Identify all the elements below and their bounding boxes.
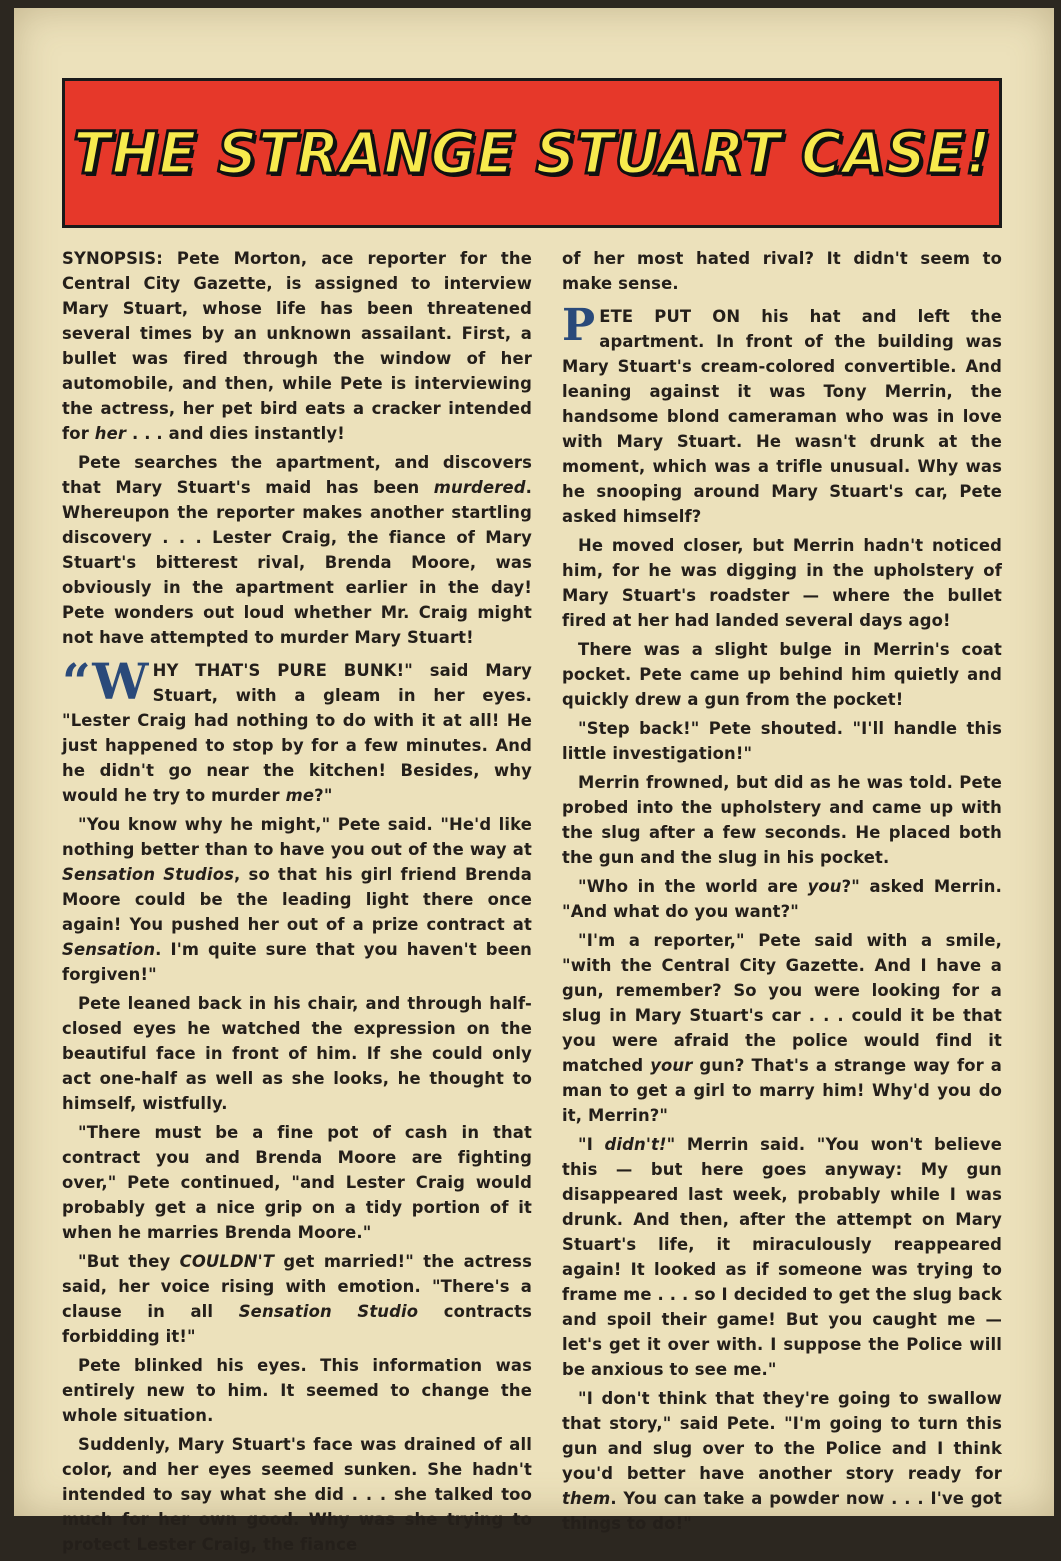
story-paragraph: "There must be a fine pot of cash in that contract you and Brenda Moore are fighting over," Pete continued, "and Lester Craig would probably get a nice grip on a tidy portion of it when he marries Brenda Moore." <box>62 1123 532 1242</box>
story-paragraph: Pete leaned back in his chair, and through half-closed eyes he watched the expression on the beautiful face in front of him. If she could only act one-half as well as she looks, he thought to himself, wistfully. <box>62 994 532 1113</box>
story-paragraph <box>562 928 1002 1128</box>
story-paragraph <box>62 1249 532 1349</box>
emphasis: me <box>285 786 315 805</box>
emphasis: COULDN'T <box>179 1252 275 1271</box>
emphasis: murdered <box>433 478 526 497</box>
story-paragraph: "Step back!" Pete shouted. "I'll handle this little investigation!" <box>562 719 1002 763</box>
emphasis: her <box>94 424 127 443</box>
synopsis-paragraph <box>62 450 532 650</box>
emphasis: Sensation Studios <box>62 865 235 884</box>
story-title: THE STRANGE STUART CASE! <box>72 119 992 187</box>
text-run: "But they <box>78 1252 180 1271</box>
text-run: get married!" the actress said, her voice rising with emotion. "There's a clause in all <box>62 1252 532 1321</box>
story-paragraph <box>62 652 532 808</box>
comic-text-page <box>14 8 1054 1554</box>
story-paragraph <box>562 1386 1002 1536</box>
emphasis: Sensation Studio <box>238 1302 419 1321</box>
emphasis: didn't! <box>604 1135 667 1154</box>
story-paragraph: He moved closer, but Merrin hadn't noticed him, for he was digging in the upholstery of Mary Stuart's roadster — where the bullet fired at her had landed several days ago! <box>562 536 1002 630</box>
story-paragraph <box>62 812 532 987</box>
text-run: ETE PUT ON his hat and left the apartment. In front of the building was Mary Stuart's cream-colored convertible. And leaning against it was Tony Merrin, the handsome blond cameraman who was in love with Mary Stuart. He wasn't drunk at the moment, which was a trifle unusual. Why was he snooping around Mary Stuart's car, Pete asked himself? <box>562 307 1002 526</box>
story-paragraph <box>562 874 1002 924</box>
emphasis: your <box>650 1056 693 1075</box>
text-run: Pete searches the apartment, and discovers that Mary Stuart's maid has been <box>62 453 532 497</box>
text-run: "Who in the world are <box>578 877 808 896</box>
title-banner <box>62 78 1002 228</box>
story-paragraph: There was a slight bulge in Merrin's coat pocket. Pete came up behind him quietly and quickly drew a gun from the pocket! <box>562 640 1002 709</box>
text-run: " Merrin said. "You won't believe this — but here goes anyway: My gun disappeared last week, probably while I was drunk. And then, after the attempt on Mary Stuart's life, it miraculously reappeared again! It looked as if someone was trying to frame me . . . so I decided to get the slug back and spoil their game! But you caught me — let's get it over with. I suppose the Police will be anxious to see me." <box>562 1135 1002 1379</box>
text-run: , so that his girl friend Brenda Moore could be the leading light there once again! You pushed her out of a prize contract at <box>62 865 532 934</box>
text-run: HY THAT'S PURE BUNK!" said Mary Stuart, with a gleam in her eyes. "Lester Craig had nothing to do with it at all! He just happened to stop by for a few minutes. And he didn't go near the kitchen! Besides, why would he try to murder <box>62 661 532 805</box>
text-run: gun? That's a strange way for a man to get a girl to marry him! Why'd you do it, Merrin?" <box>562 1056 1002 1125</box>
synopsis-paragraph <box>62 246 532 446</box>
story-paragraph: of her most hated rival? It didn't seem to make sense. <box>562 249 1002 293</box>
story-paragraph: Merrin frowned, but did as he was told. Pete probed into the upholstery and came up with the slug after a few seconds. He placed both the gun and the slug in his pocket. <box>562 773 1002 867</box>
text-run: ?" <box>314 786 333 805</box>
emphasis: them <box>562 1489 611 1508</box>
right-column <box>562 246 1002 1540</box>
emphasis: you <box>807 877 842 896</box>
story-paragraph: Pete blinked his eyes. This information was entirely new to him. It seemed to change the whole situation. <box>62 1356 532 1425</box>
text-run: . You can take a powder now . . . I've got things to do!" <box>562 1489 1002 1533</box>
story-paragraph <box>562 1132 1002 1382</box>
story-paragraph <box>562 300 1002 529</box>
text-run: "I <box>578 1135 605 1154</box>
text-run: "You know why he might," Pete said. "He'd like nothing better than to have you out of the way at <box>62 815 532 859</box>
story-paragraph: Suddenly, Mary Stuart's face was drained of all color, and her eyes seemed sunken. She hadn't intended to say what she did . . . she talked too much for her own good. Why was she trying to protect Lester Craig, the fiance <box>62 1435 532 1554</box>
text-run: . . . and dies instantly! <box>126 424 345 443</box>
text-run: "I don't think that they're going to swallow that story," said Pete. "I'm going to turn this gun and slug over to the Police and I think you'd better have another story ready for <box>562 1389 1002 1483</box>
text-run: . Whereupon the reporter makes another startling discovery . . . Lester Craig, the fiance of Mary Stuart's bitterest rival, Brenda Moore, was obviously in the apartment earlier in the day! Pete wonders out loud whether Mr. Craig might not have attempted to murder Mary Stuart! <box>62 478 532 647</box>
text-run: SYNOPSIS: Pete Morton, ace reporter for the Central City Gazette, is assigned to interview Mary Stuart, whose life has been threatened several times by an unknown assailant. First, a bullet was fired through the window of her automobile, and then, while Pete is interviewing the actress, her pet bird eats a cracker intended for <box>62 249 532 443</box>
emphasis: Sensation <box>62 940 156 959</box>
text-run: . I'm quite sure that you haven't been forgiven!" <box>62 940 532 984</box>
drop-cap: “W <box>62 652 149 711</box>
drop-cap: P <box>562 300 596 351</box>
text-run: contracts forbidding it!" <box>62 1302 532 1346</box>
text-run: "I'm a reporter," Pete said with a smile, "with the Central City Gazette. And I have a gun, remember? So you were looking for a slug in Mary Stuart's car . . . could it be that you were afraid the police would find it matched <box>562 931 1002 1075</box>
text-run: ?" asked Merrin. "And what do you want?" <box>562 877 1003 921</box>
left-column <box>62 246 532 1561</box>
